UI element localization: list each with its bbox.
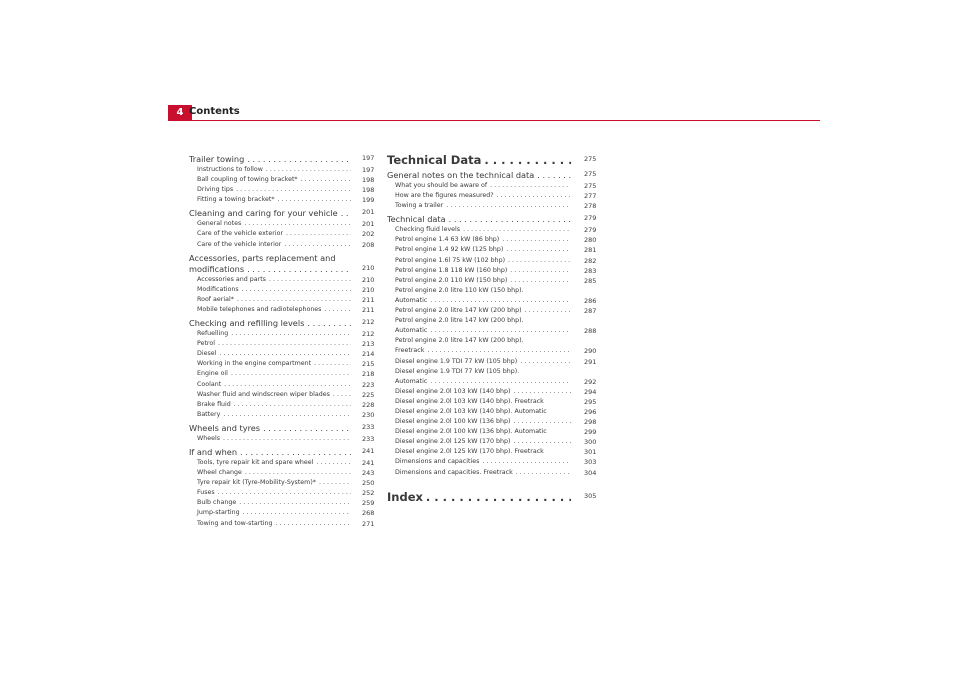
toc-entry-label: Diesel [197,350,217,358]
toc-subentry[interactable] [189,339,375,349]
toc-section-entry[interactable] [387,153,597,167]
dot-leader [244,219,351,229]
dot-leader [510,276,571,286]
toc-section-entry[interactable] [387,214,597,225]
toc-subentry[interactable] [189,498,375,508]
toc-section-entry[interactable] [189,252,375,275]
toc-entry-label-line: Accessories, parts replacement and [189,253,351,264]
toc-page-number: 268 [362,509,375,518]
toc-subentry[interactable] [189,165,375,175]
toc-subentry[interactable] [387,286,597,306]
dot-leader [223,410,351,420]
dot-leader [319,478,351,488]
toc-page-number: 208 [362,240,375,249]
dot-leader [234,400,351,410]
dot-leader [516,468,571,478]
page-title: Contents [189,106,240,117]
dot-leader [263,423,351,434]
toc-page-number: 213 [362,340,375,349]
header-divider [168,120,820,121]
toc-entry-label: Petrol engine 1.8 118 kW (160 bhp) [395,266,508,274]
toc-page-number: 294 [584,387,597,396]
dot-leader [430,377,571,387]
toc-page-number: 212 [362,330,375,339]
dot-leader [316,458,351,468]
toc-page-number: 301 [584,448,597,457]
toc-page-number: 279 [584,214,597,223]
toc-subentry[interactable] [189,508,375,518]
toc-subentry[interactable] [189,390,375,400]
toc-page-number: 243 [362,469,375,478]
dot-leader [301,175,351,185]
toc-page-number: 214 [362,350,375,359]
toc-subentry[interactable] [189,275,375,285]
dot-leader [510,266,571,276]
toc-page-number: 304 [584,468,597,477]
dot-leader [506,245,571,255]
toc-subentry[interactable] [387,235,597,245]
toc-section-entry[interactable] [387,489,597,504]
toc-page-number: 212 [362,318,375,327]
toc-subentry[interactable] [387,276,597,286]
dot-leader [284,240,351,250]
toc-page-number: 210 [362,285,375,294]
toc-page-number: 288 [584,327,597,336]
toc-page-number: 305 [584,491,597,500]
toc-entry-label: Towing a trailer [395,202,444,210]
toc-entry-label: Wheel change [197,469,242,477]
toc-page-number: 202 [362,230,375,239]
toc-page-number: 281 [584,246,597,255]
toc-page-number: 211 [362,305,375,314]
dot-leader [520,357,571,367]
dot-leader [218,339,351,349]
toc-entry-label: Working in the engine compartment [197,360,312,368]
toc-page-number: 286 [584,296,597,305]
dot-leader [430,296,571,306]
dot-leader [276,519,351,529]
dot-leader [449,214,571,225]
toc-entry-label: Modifications [197,285,239,293]
toc-page-number: 282 [584,256,597,265]
toc-entry-label: Technical data [387,214,446,225]
toc-entry-label-line: Petrol engine 2.0 litre 110 kW (150 bhp). [395,286,571,296]
dot-leader [219,349,351,359]
toc-subentry[interactable] [387,256,597,266]
dot-leader [307,318,351,329]
toc-subentry[interactable] [387,457,597,467]
toc-page-number: 285 [584,276,597,285]
toc-entry-label: Petrol engine 1.6l 75 kW (102 bhp) [395,256,506,264]
dot-leader [240,447,351,458]
toc-entry-label: What you should be aware of [395,182,488,189]
toc-entry-label: Diesel engine 2.0l 100 kW (136 bhp). Automatic [395,428,547,436]
dot-leader [537,170,571,181]
toc-entry-label: Petrol [197,340,215,348]
toc-page-number: 233 [362,422,375,431]
toc-section-entry[interactable] [189,422,375,434]
toc-page-number: 275 [584,182,597,190]
toc-entry-label: Bulb change [197,499,237,507]
toc-entry-label: General notes on the technical data [387,170,535,180]
toc-subentry[interactable] [387,357,597,367]
toc-entry-label: Engine oil [197,370,228,378]
toc-entry-label: Petrol engine 2.0 110 kW (150 bhp) [395,276,508,284]
toc-entry-label: Automatic [395,377,428,385]
toc-page-number: 299 [584,428,597,437]
toc-subentry[interactable] [189,240,375,250]
toc-entry-label: Petrol engine 1.4 92 kW (125 bhp) [395,246,504,254]
dot-leader [237,295,351,305]
toc-subentry[interactable] [189,195,375,205]
toc-subentry[interactable] [387,245,597,255]
toc-subentry[interactable] [189,468,375,478]
dot-leader [231,329,351,339]
toc-subentry[interactable] [189,329,375,339]
toc-subentry[interactable] [387,387,597,397]
toc-page-number: 296 [584,407,597,416]
toc-page-number: 283 [584,266,597,275]
toc-entry-label: Refuelling [197,330,229,338]
dot-leader [502,235,571,245]
dot-leader [245,468,351,478]
toc-page-number: 223 [362,380,375,389]
toc-page-number: 280 [584,236,597,245]
toc-entry-label: Care of the vehicle exterior [197,230,284,238]
toc-page-number: 215 [362,360,375,369]
toc-entry-label: Jump-starting [197,509,240,517]
toc-page-number: 275 [584,170,597,178]
toc-entry-label: Fuses [197,489,215,497]
dot-leader [247,154,351,165]
toc-page-number: 252 [362,489,375,498]
toc-entry-label: Mobile telephones and radiotelephones [197,305,322,313]
toc-section-entry[interactable] [189,154,375,165]
toc-subentry[interactable] [387,266,597,276]
dot-leader [314,359,351,369]
toc-entry-label: Index [387,489,423,504]
toc-entry-label: Battery [197,410,221,418]
dot-leader [239,498,351,508]
toc-entry-label: Wheels [197,434,220,442]
toc-subentry[interactable] [189,369,375,379]
toc-page-number: 295 [584,397,597,406]
toc-subentry[interactable] [387,306,597,316]
toc-entry-label: Checking and refilling levels [189,318,305,329]
toc-page-number: 287 [584,307,597,316]
toc-page-number: 291 [584,357,597,366]
toc-page-number: 218 [362,370,375,379]
dot-leader [333,390,351,400]
toc-page-number: 259 [362,499,375,508]
toc-page-number: 210 [362,275,375,284]
toc-page-number: 290 [584,347,597,356]
dot-leader [242,285,351,295]
toc-entry-label: Coolant [197,380,222,388]
toc-entry-label: Diesel engine 1.9 TDI 77 kW (105 bhp) [395,357,518,365]
toc-subentry[interactable] [387,225,597,235]
toc-entry-label: Wheels and tyres [189,422,261,433]
toc-entry-label: modifications [189,263,245,274]
dot-leader [218,488,351,498]
toc-entry-label: Tools, tyre repair kit and spare wheel [197,458,314,466]
toc-entry-label: Automatic [395,327,428,335]
toc-page-number: 303 [584,458,597,467]
toc-page-number: 298 [584,418,597,427]
toc-entry-label-line: Diesel engine 1.9 TDI 77 kW (105 bhp). [395,367,571,377]
toc-page-number: 228 [362,400,375,409]
toc-page-number: 279 [584,226,597,235]
dot-leader [266,165,351,175]
toc-subentry[interactable] [387,367,597,387]
dot-leader [513,437,571,447]
toc-entry-label: Diesel engine 2.0l 100 kW (136 bhp) [395,418,511,426]
toc-entry-label: Petrol engine 2.0 litre 147 kW (200 bhp) [395,307,522,315]
dot-leader [508,256,571,266]
toc-subentry[interactable] [387,427,597,437]
toc-page-number: 211 [362,295,375,304]
toc-subentry[interactable] [189,488,375,498]
toc-page-number: 241 [362,446,375,455]
toc-subentry[interactable] [189,349,375,359]
dot-leader [231,369,351,379]
toc-entry-label: Washer fluid and windscreen wiper blades [197,390,330,398]
toc-page-number: 210 [362,263,375,272]
toc-section-entry[interactable] [189,318,375,329]
dot-leader [513,387,571,397]
toc-entry-label-line: Petrol engine 2.0 litre 147 kW (200 bhp). [395,336,571,346]
toc-entry-label: Ball coupling of towing bracket* [197,176,298,184]
toc-entry-label: Brake fluid [197,400,231,408]
toc-subentry[interactable] [189,478,375,488]
dot-leader [341,208,351,219]
toc-entry-label: Towing and tow-starting [197,519,273,527]
toc-right-column [387,153,597,504]
toc-entry-label: If and when [189,446,238,457]
dot-leader [286,229,351,239]
toc-page-number: 292 [584,377,597,386]
toc-section-entry[interactable] [189,208,375,219]
toc-page-number: 197 [362,154,375,162]
toc-page-number: 278 [584,202,597,211]
toc-subentry[interactable] [189,219,375,229]
toc-subentry[interactable] [387,201,597,211]
toc-subentry[interactable] [387,407,597,417]
toc-entry-label: Diesel engine 2.0l 103 kW (140 bhp) [395,387,511,395]
toc-entry-label: Dimensions and capacities [395,458,480,466]
toc-subentry[interactable] [387,191,597,201]
toc-page-number: 241 [362,458,375,467]
toc-page-number: 197 [362,166,375,174]
dot-leader [446,201,571,211]
toc-subentry[interactable] [387,336,597,356]
toc-subentry[interactable] [387,437,597,447]
dot-leader [484,154,571,167]
dot-leader [482,457,571,467]
toc-entry-label: Freetrack [395,347,425,355]
toc-subentry[interactable] [189,285,375,295]
toc-page-number: 201 [362,220,375,229]
dot-leader [430,326,571,336]
dot-leader [497,191,571,201]
toc-subentry[interactable] [189,519,375,529]
dot-leader [490,181,571,191]
toc-page-number: 275 [584,155,597,163]
toc-subentry[interactable] [189,434,375,444]
toc-page-number: 250 [362,479,375,488]
toc-left-column [189,154,375,529]
dot-leader [277,195,351,205]
toc-entry-label: Diesel engine 2.0l 125 kW (170 bhp) [395,438,511,446]
toc-entry-label: Technical Data [387,153,482,167]
dot-leader [223,434,351,444]
toc-entry-label: Checking fluid levels [395,226,461,234]
dot-leader [243,508,351,518]
toc-entry-label: Automatic [395,296,428,304]
toc-page-number: 277 [584,192,597,201]
dot-leader [525,306,571,316]
toc-subentry[interactable] [387,316,597,336]
toc-entry-label: Cleaning and caring for your vehicle [189,208,338,219]
toc-page-number: 300 [584,438,597,447]
toc-subentry[interactable] [189,400,375,410]
toc-subentry[interactable] [387,181,597,191]
toc-entry-label: Accessories and parts [197,275,266,283]
toc-subentry[interactable] [189,175,375,185]
toc-subentry[interactable] [387,397,597,407]
toc-entry-label: Tyre repair kit (Tyre-Mobility-System)* [197,479,316,487]
toc-entry-label: Fitting a towing bracket* [197,196,275,204]
toc-entry-label: Diesel engine 2.0l 103 kW (140 bhp). Automatic [395,407,547,415]
toc-subentry[interactable] [189,380,375,390]
toc-entry-label: Diesel engine 2.0l 103 kW (140 bhp). Freetrack [395,397,544,405]
toc-entry-label-line: Petrol engine 2.0 litre 147 kW (200 bhp). [395,316,571,326]
toc-subentry[interactable] [387,417,597,427]
toc-subentry[interactable] [189,359,375,369]
toc-entry-label: General notes [197,220,242,228]
toc-subentry[interactable] [189,305,375,315]
dot-leader [463,225,571,235]
toc-subentry[interactable] [189,229,375,239]
toc-page-number: 225 [362,390,375,399]
toc-entry-label: Petrol engine 1.4 63 kW (86 bhp) [395,236,500,244]
toc-subentry[interactable] [189,295,375,305]
toc-entry-label: Diesel engine 2.0l 125 kW (170 bhp). Freetrack [395,448,544,456]
toc-entry-label: Roof aerial* [197,295,234,303]
toc-entry-label: Care of the vehicle interior [197,240,282,248]
toc-page-number: 198 [362,186,375,195]
toc-subentry[interactable] [189,410,375,420]
toc-subentry[interactable] [387,468,597,478]
toc-page-number: 201 [362,208,375,217]
dot-leader [247,264,351,275]
toc-page-number: 233 [362,434,375,443]
toc-subentry[interactable] [189,458,375,468]
dot-leader [426,491,571,504]
toc-subentry[interactable] [189,185,375,195]
toc-entry-label: How are the figures measured? [395,192,494,200]
page-number-badge: 4 [168,105,192,120]
dot-leader [324,305,351,315]
dot-leader [224,380,351,390]
toc-entry-label: Instructions to follow [197,166,263,173]
toc-page-number: 198 [362,176,375,185]
toc-entry-label: Driving tips [197,186,234,194]
toc-page-number: 230 [362,410,375,419]
toc-page-number: 199 [362,196,375,205]
toc-entry-label: Trailer towing [189,154,245,164]
dot-leader [513,417,571,427]
dot-leader [427,346,571,356]
dot-leader [269,275,351,285]
toc-page-number: 271 [362,519,375,528]
toc-section-entry[interactable] [189,446,375,458]
dot-leader [236,185,351,195]
toc-subentry[interactable] [387,447,597,457]
toc-section-entry[interactable] [387,170,597,181]
toc-entry-label: Dimensions and capacities. Freetrack [395,468,513,476]
